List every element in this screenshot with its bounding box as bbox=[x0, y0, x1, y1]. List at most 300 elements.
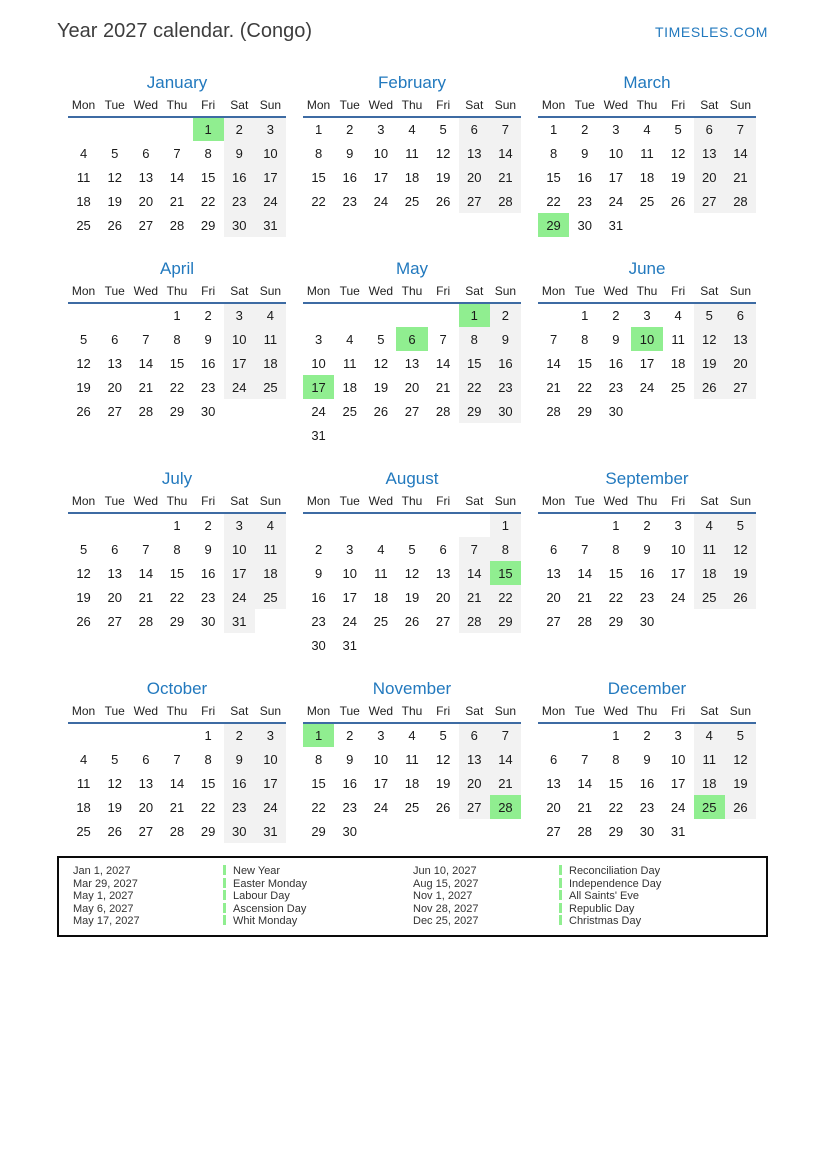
weekday-header: Wed bbox=[603, 283, 629, 298]
day-cell: 16 bbox=[639, 775, 655, 791]
weekday-header: Fri bbox=[436, 97, 451, 112]
day-cell: 14 bbox=[546, 355, 561, 371]
empty-cell bbox=[490, 819, 521, 843]
day-cell: 12 bbox=[404, 565, 420, 581]
day-cell: 25 bbox=[76, 823, 91, 839]
day-cell: 6 bbox=[459, 117, 490, 141]
weekday-header: Mon bbox=[306, 283, 331, 298]
day-cell: 6 bbox=[549, 541, 558, 557]
day-cell: 28 bbox=[169, 217, 185, 233]
weekday-header: Sat bbox=[700, 97, 719, 112]
empty-cell bbox=[631, 399, 662, 423]
day-cell: 20 bbox=[435, 589, 451, 605]
day-cell: 10 bbox=[670, 541, 686, 557]
empty-cell bbox=[569, 513, 600, 537]
day-cell: 2 bbox=[490, 303, 521, 327]
day-cell: 26 bbox=[107, 823, 122, 839]
day-cell: 17 bbox=[303, 375, 334, 399]
day-cell: 18 bbox=[670, 355, 686, 371]
day-cell: 5 bbox=[725, 723, 756, 747]
weekday-header: Thu bbox=[166, 97, 188, 112]
month-title[interactable]: February bbox=[377, 73, 447, 92]
day-cell: 28 bbox=[138, 403, 154, 419]
weekday-header: Sat bbox=[230, 703, 249, 718]
empty-cell bbox=[428, 819, 459, 843]
day-cell: 21 bbox=[459, 585, 490, 609]
weekday-header: Sun bbox=[494, 283, 517, 298]
day-cell: 16 bbox=[342, 169, 357, 185]
day-cell: 19 bbox=[107, 193, 122, 209]
empty-cell bbox=[428, 633, 459, 657]
month-title[interactable]: October bbox=[146, 679, 208, 698]
day-cell: 5 bbox=[694, 303, 725, 327]
day-cell: 6 bbox=[439, 541, 447, 557]
day-cell: 13 bbox=[138, 169, 154, 185]
day-cell: 20 bbox=[138, 799, 154, 815]
day-cell: 13 bbox=[725, 327, 756, 351]
day-cell: 7 bbox=[142, 331, 150, 347]
day-cell: 15 bbox=[459, 351, 490, 375]
month-december bbox=[538, 681, 756, 843]
empty-cell bbox=[725, 213, 756, 237]
day-cell: 9 bbox=[204, 541, 212, 557]
day-cell: 11 bbox=[405, 751, 419, 767]
empty-cell bbox=[538, 513, 569, 537]
day-cell: 16 bbox=[200, 355, 216, 371]
day-cell: 16 bbox=[200, 565, 216, 581]
month-grid bbox=[538, 97, 756, 237]
day-cell: 4 bbox=[694, 513, 725, 537]
month-grid bbox=[538, 493, 756, 633]
empty-cell bbox=[396, 633, 427, 657]
empty-cell bbox=[725, 399, 756, 423]
day-cell: 15 bbox=[577, 355, 592, 371]
day-cell: 10 bbox=[255, 141, 286, 165]
day-cell: 22 bbox=[200, 799, 216, 815]
day-cell: 9 bbox=[643, 751, 651, 767]
day-cell: 11 bbox=[255, 537, 286, 561]
day-cell: 4 bbox=[255, 513, 286, 537]
day-cell: 23 bbox=[200, 589, 216, 605]
month-june bbox=[538, 261, 756, 447]
empty-cell bbox=[459, 633, 490, 657]
day-cell: 5 bbox=[79, 541, 88, 557]
day-cell: 18 bbox=[255, 561, 286, 585]
day-cell: 1 bbox=[459, 303, 490, 327]
day-cell: 8 bbox=[459, 327, 490, 351]
day-cell: 13 bbox=[546, 775, 561, 791]
day-cell: 11 bbox=[694, 747, 725, 771]
day-cell: 12 bbox=[435, 751, 451, 767]
day-cell: 22 bbox=[608, 799, 624, 815]
month-july bbox=[68, 471, 286, 657]
weekday-header: Wed bbox=[133, 703, 159, 718]
day-cell: 22 bbox=[490, 585, 521, 609]
weekday-header: Mon bbox=[541, 97, 566, 112]
month-title[interactable]: November bbox=[372, 679, 452, 698]
month-title[interactable]: June bbox=[628, 259, 666, 278]
day-cell: 11 bbox=[374, 565, 388, 581]
holiday-marker-icon bbox=[559, 865, 562, 875]
holidays-legend bbox=[57, 856, 768, 937]
site-link[interactable]: TIMESLES.COM bbox=[655, 24, 768, 40]
day-cell: 12 bbox=[76, 565, 91, 581]
legend-holiday: New Year bbox=[223, 865, 413, 878]
empty-cell bbox=[428, 303, 459, 327]
day-cell: 17 bbox=[639, 355, 655, 371]
weekday-header: Fri bbox=[201, 283, 216, 298]
month-january bbox=[68, 75, 286, 237]
day-cell: 30 bbox=[224, 213, 255, 237]
holiday-marker-icon bbox=[223, 903, 226, 913]
month-august bbox=[303, 471, 521, 657]
day-cell: 2 bbox=[346, 728, 354, 743]
day-cell: 26 bbox=[670, 193, 686, 209]
day-cell: 5 bbox=[439, 728, 447, 743]
day-cell: 1 bbox=[490, 513, 521, 537]
month-title[interactable]: May bbox=[395, 259, 429, 278]
empty-cell bbox=[334, 303, 365, 327]
legend-date: Nov 1, 2027 bbox=[413, 890, 473, 903]
holiday-marker-icon bbox=[223, 915, 226, 925]
day-cell: 23 bbox=[342, 193, 357, 209]
day-cell: 2 bbox=[224, 723, 255, 747]
day-cell: 22 bbox=[311, 193, 326, 209]
day-cell: 5 bbox=[439, 122, 447, 137]
day-cell: 27 bbox=[138, 217, 154, 233]
legend-holiday: Easter Monday bbox=[223, 878, 413, 891]
day-cell: 12 bbox=[725, 537, 756, 561]
day-cell: 22 bbox=[169, 379, 185, 395]
day-cell: 3 bbox=[377, 728, 385, 743]
day-cell: 25 bbox=[694, 795, 725, 819]
day-cell: 8 bbox=[612, 751, 620, 767]
day-cell: 11 bbox=[342, 355, 357, 371]
day-cell: 10 bbox=[224, 327, 255, 351]
weekday-header: Thu bbox=[401, 283, 423, 298]
day-cell: 29 bbox=[169, 403, 185, 419]
month-grid bbox=[303, 493, 521, 657]
day-cell: 29 bbox=[200, 217, 216, 233]
holiday-marker-icon bbox=[559, 915, 562, 925]
day-cell: 21 bbox=[169, 193, 185, 209]
weekday-header: Fri bbox=[671, 97, 686, 112]
weekday-header: Mon bbox=[306, 97, 331, 112]
month-title[interactable]: March bbox=[623, 73, 671, 92]
weekday-header: Tue bbox=[574, 97, 595, 112]
day-cell: 14 bbox=[490, 747, 521, 771]
day-cell: 14 bbox=[577, 565, 592, 581]
day-cell: 9 bbox=[581, 145, 589, 161]
day-cell: 6 bbox=[396, 327, 427, 351]
day-cell: 4 bbox=[377, 541, 385, 557]
day-cell: 15 bbox=[311, 775, 326, 791]
day-cell: 29 bbox=[200, 823, 216, 839]
weekday-header: Fri bbox=[671, 703, 686, 718]
day-cell: 1 bbox=[314, 122, 323, 137]
month-grid bbox=[303, 97, 521, 213]
day-cell: 11 bbox=[255, 327, 286, 351]
weekday-header: Wed bbox=[603, 493, 629, 508]
day-cell: 11 bbox=[671, 331, 685, 347]
weekday-header: Sat bbox=[465, 703, 484, 718]
day-cell: 8 bbox=[204, 751, 212, 767]
weekday-header: Tue bbox=[339, 97, 360, 112]
day-cell: 29 bbox=[577, 403, 592, 419]
day-cell: 18 bbox=[694, 771, 725, 795]
day-cell: 7 bbox=[549, 331, 558, 347]
day-cell: 13 bbox=[107, 355, 122, 371]
legend-date: Jan 1, 2027 bbox=[73, 865, 131, 877]
month-grid bbox=[68, 283, 286, 423]
empty-cell bbox=[130, 303, 161, 327]
day-cell: 25 bbox=[255, 585, 286, 609]
day-cell: 6 bbox=[111, 541, 119, 557]
empty-cell bbox=[303, 303, 334, 327]
day-cell: 27 bbox=[435, 613, 451, 629]
legend-date: Dec 25, 2027 bbox=[413, 915, 479, 928]
day-cell: 27 bbox=[404, 403, 420, 419]
empty-cell bbox=[569, 723, 600, 747]
month-title[interactable]: September bbox=[605, 469, 689, 488]
weekday-header: Thu bbox=[166, 703, 188, 718]
legend-date: Mar 29, 2027 bbox=[73, 877, 138, 890]
weekday-header: Sat bbox=[700, 283, 719, 298]
day-cell: 3 bbox=[255, 117, 286, 141]
day-cell: 8 bbox=[314, 145, 323, 161]
day-cell: 9 bbox=[314, 565, 323, 581]
day-cell: 2 bbox=[224, 117, 255, 141]
day-cell: 21 bbox=[169, 799, 185, 815]
holiday-marker-icon bbox=[223, 890, 226, 900]
empty-cell bbox=[663, 213, 694, 237]
day-cell: 24 bbox=[311, 403, 326, 419]
legend-date: May 17, 2027 bbox=[73, 915, 140, 928]
day-cell: 22 bbox=[169, 589, 185, 605]
day-cell: 31 bbox=[224, 609, 255, 633]
day-cell: 10 bbox=[311, 355, 326, 371]
months-grid bbox=[68, 75, 827, 843]
day-cell: 22 bbox=[546, 193, 561, 209]
day-cell: 17 bbox=[224, 351, 255, 375]
day-cell: 5 bbox=[725, 513, 756, 537]
day-cell: 5 bbox=[674, 122, 682, 137]
day-cell: 23 bbox=[311, 613, 326, 629]
day-cell: 22 bbox=[200, 193, 216, 209]
day-cell: 30 bbox=[342, 823, 357, 839]
month-title[interactable]: July bbox=[161, 469, 193, 488]
day-cell: 8 bbox=[581, 331, 589, 347]
day-cell: 30 bbox=[639, 823, 655, 839]
day-cell: 16 bbox=[639, 565, 655, 581]
day-cell: 8 bbox=[490, 537, 521, 561]
day-cell: 12 bbox=[670, 145, 686, 161]
day-cell: 12 bbox=[107, 775, 122, 791]
weekday-header: Sat bbox=[230, 97, 249, 112]
legend-holiday: Labour Day bbox=[223, 890, 413, 903]
day-cell: 30 bbox=[639, 613, 655, 629]
legend-holiday: Reconciliation Day bbox=[559, 865, 756, 878]
weekday-header: Sun bbox=[494, 703, 517, 718]
weekday-header: Fri bbox=[201, 97, 216, 112]
month-title[interactable]: December bbox=[607, 679, 687, 698]
day-cell: 27 bbox=[459, 795, 490, 819]
weekday-header: Wed bbox=[368, 703, 394, 718]
empty-cell bbox=[99, 303, 130, 327]
day-cell: 4 bbox=[255, 303, 286, 327]
day-cell: 15 bbox=[169, 355, 185, 371]
weekday-header: Mon bbox=[71, 703, 96, 718]
day-cell: 6 bbox=[142, 751, 150, 767]
day-cell: 11 bbox=[640, 145, 654, 161]
day-cell: 12 bbox=[694, 327, 725, 351]
weekday-header: Sun bbox=[729, 97, 752, 112]
day-cell: 17 bbox=[224, 561, 255, 585]
day-cell: 9 bbox=[643, 541, 651, 557]
weekday-header: Mon bbox=[71, 97, 96, 112]
empty-cell bbox=[694, 213, 725, 237]
day-cell: 2 bbox=[346, 122, 354, 137]
empty-cell bbox=[663, 399, 694, 423]
weekday-header: Wed bbox=[603, 703, 629, 718]
day-cell: 8 bbox=[204, 145, 212, 161]
month-march bbox=[538, 75, 756, 237]
weekday-header: Tue bbox=[339, 493, 360, 508]
day-cell: 30 bbox=[224, 819, 255, 843]
month-title[interactable]: April bbox=[159, 259, 194, 278]
day-cell: 31 bbox=[311, 427, 326, 443]
day-cell: 13 bbox=[138, 775, 154, 791]
day-cell: 25 bbox=[404, 193, 420, 209]
day-cell: 1 bbox=[173, 518, 181, 533]
day-cell: 1 bbox=[612, 728, 620, 743]
weekday-header: Fri bbox=[436, 493, 451, 508]
day-cell: 27 bbox=[459, 189, 490, 213]
day-cell: 16 bbox=[224, 771, 255, 795]
month-title[interactable]: August bbox=[385, 469, 439, 488]
day-cell: 12 bbox=[725, 747, 756, 771]
day-cell: 8 bbox=[314, 751, 323, 767]
day-cell: 21 bbox=[490, 771, 521, 795]
day-cell: 16 bbox=[490, 351, 521, 375]
day-cell: 23 bbox=[490, 375, 521, 399]
day-cell: 19 bbox=[373, 379, 389, 395]
day-cell: 3 bbox=[674, 728, 682, 743]
day-cell: 27 bbox=[725, 375, 756, 399]
day-cell: 31 bbox=[342, 637, 357, 653]
weekday-header: Fri bbox=[671, 283, 686, 298]
legend-date: Aug 15, 2027 bbox=[413, 877, 479, 890]
legend-date: May 6, 2027 bbox=[73, 902, 134, 915]
day-cell: 7 bbox=[142, 541, 150, 557]
day-cell: 25 bbox=[373, 613, 389, 629]
empty-cell bbox=[490, 423, 521, 447]
day-cell: 4 bbox=[346, 331, 354, 347]
day-cell: 21 bbox=[725, 165, 756, 189]
day-cell: 20 bbox=[546, 799, 561, 815]
month-grid bbox=[68, 703, 286, 843]
day-cell: 16 bbox=[224, 165, 255, 189]
day-cell: 25 bbox=[342, 403, 357, 419]
day-cell: 14 bbox=[169, 775, 185, 791]
day-cell: 4 bbox=[674, 308, 682, 323]
day-cell: 20 bbox=[404, 379, 420, 395]
weekday-header: Mon bbox=[541, 703, 566, 718]
day-cell: 12 bbox=[373, 355, 389, 371]
day-cell: 4 bbox=[643, 122, 651, 137]
day-cell: 21 bbox=[546, 379, 561, 395]
day-cell: 2 bbox=[204, 518, 212, 533]
empty-cell bbox=[459, 513, 490, 537]
day-cell: 13 bbox=[404, 355, 420, 371]
day-cell: 13 bbox=[694, 141, 725, 165]
day-cell: 9 bbox=[612, 331, 620, 347]
weekday-header: Fri bbox=[436, 283, 451, 298]
empty-cell bbox=[663, 609, 694, 633]
day-cell: 21 bbox=[577, 589, 592, 605]
day-cell: 26 bbox=[694, 375, 725, 399]
day-cell: 28 bbox=[169, 823, 185, 839]
day-cell: 24 bbox=[342, 613, 357, 629]
day-cell: 3 bbox=[255, 723, 286, 747]
empty-cell bbox=[130, 723, 161, 747]
weekday-header: Thu bbox=[636, 493, 658, 508]
day-cell: 26 bbox=[76, 613, 91, 629]
day-cell: 16 bbox=[311, 589, 326, 605]
day-cell: 1 bbox=[204, 728, 212, 743]
day-cell: 14 bbox=[138, 565, 154, 581]
day-cell: 10 bbox=[373, 751, 389, 767]
empty-cell bbox=[365, 303, 396, 327]
day-cell: 17 bbox=[670, 565, 686, 581]
day-cell: 23 bbox=[639, 589, 655, 605]
day-cell: 15 bbox=[200, 169, 216, 185]
day-cell: 6 bbox=[142, 145, 150, 161]
day-cell: 22 bbox=[608, 589, 624, 605]
month-grid bbox=[303, 283, 521, 447]
day-cell: 9 bbox=[490, 327, 521, 351]
day-cell: 19 bbox=[76, 589, 91, 605]
empty-cell bbox=[694, 399, 725, 423]
weekday-header: Mon bbox=[71, 283, 96, 298]
day-cell: 14 bbox=[138, 355, 154, 371]
month-title[interactable]: January bbox=[146, 73, 208, 92]
day-cell: 11 bbox=[76, 775, 91, 791]
empty-cell bbox=[725, 609, 756, 633]
day-cell: 7 bbox=[490, 723, 521, 747]
day-cell: 9 bbox=[346, 751, 354, 767]
weekday-header: Sun bbox=[259, 97, 282, 112]
empty-cell bbox=[694, 609, 725, 633]
day-cell: 22 bbox=[459, 375, 490, 399]
day-cell: 15 bbox=[200, 775, 216, 791]
empty-cell bbox=[396, 819, 427, 843]
day-cell: 8 bbox=[173, 331, 181, 347]
day-cell: 3 bbox=[314, 331, 323, 347]
day-cell: 21 bbox=[490, 165, 521, 189]
day-cell: 9 bbox=[224, 747, 255, 771]
day-cell: 29 bbox=[459, 399, 490, 423]
day-cell: 2 bbox=[314, 541, 323, 557]
day-cell: 20 bbox=[107, 379, 122, 395]
weekday-header: Mon bbox=[541, 493, 566, 508]
weekday-header: Tue bbox=[104, 283, 125, 298]
day-cell: 5 bbox=[408, 541, 416, 557]
day-cell: 3 bbox=[224, 513, 255, 537]
weekday-header: Sat bbox=[700, 493, 719, 508]
weekday-header: Tue bbox=[574, 703, 595, 718]
legend-row bbox=[73, 878, 756, 891]
